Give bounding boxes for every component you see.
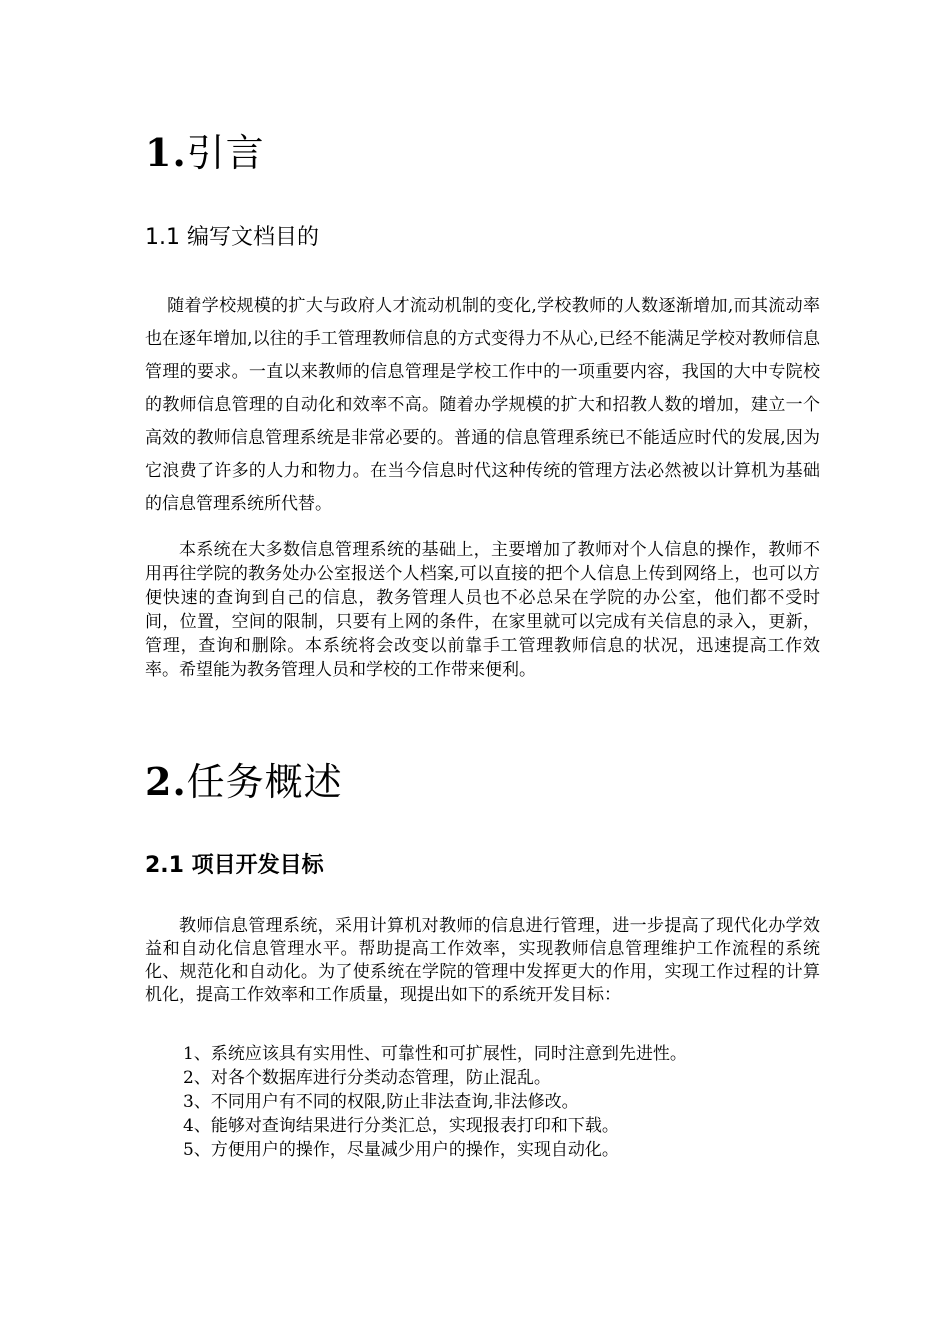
list-item: 2、对各个数据库进行分类动态管理，防止混乱。 <box>183 1068 551 1088</box>
subsection-2-1-heading: 2.1 项目开发目标 <box>145 853 324 878</box>
section-2-title: 任务概述 <box>186 760 343 804</box>
section-2-paragraph-1: 教师信息管理系统，采用计算机对教师的信息进行管理，进一步提高了现代化办学效益和自动化信息管理水平。帮助提高工作效率，实现教师信息管理维护工作流程的系统化、规范化和自动化。为了使系统在学院的管理中发挥更大的作用，实现工作过程的计算机化，提高工作效率和工作质量，现提出如下的系统开发目标： <box>145 916 820 1005</box>
section-1-number: 1. <box>145 130 187 175</box>
list-item: 3、不同用户有不同的权限,防止非法查询,非法修改。 <box>183 1092 579 1112</box>
subsection-1-1-heading: 1.1 编写文档目的 <box>145 225 319 250</box>
section-2-number: 2. <box>145 759 187 804</box>
section-1-title: 引言 <box>186 131 265 175</box>
section-2-heading <box>145 759 343 804</box>
section-1-paragraph-1: 随着学校规模的扩大与政府人才流动机制的变化,学校教师的人数逐渐增加,而其流动率也在逐年增加,以往的手工管理教师信息的方式变得力不从心,已经不能满足学校对教师信息管理的要求。一直以来教师的信息管理是学校工作中的一项重要内容，我国的大中专院校的教师信息管理的自动化和效率不高。随着办学规模的扩大和招教人数的增加，建立一个高效的教师信息管理系统是非常必要的。普通的信息管理系统已不能适应时代的发展,因为它浪费了许多的人力和物力。在当今信息时代这种传统的管理方法必然被以计算机为基础的信息管理系统所代替。 <box>145 296 820 514</box>
list-item: 4、能够对查询结果进行分类汇总，实现报表打印和下载。 <box>183 1116 619 1136</box>
development-goals-list <box>145 1042 820 1162</box>
list-item: 5、方便用户的操作，尽量减少用户的操作，实现自动化。 <box>183 1140 619 1160</box>
section-1-paragraph-2: 本系统在大多数信息管理系统的基础上，主要增加了教师对个人信息的操作，教师不用再往学院的教务处办公室报送个人档案,可以直接的把个人信息上传到网络上，也可以方便快速的查询到自己的信息，教务管理人员也不必总呆在学院的办公室，他们都不受时间，位置，空间的限制，只要有上网的条件，在家里就可以完成有关信息的录入，更新，管理，查询和删除。本系统将会改变以前靠手工管理教师信息的状况，迅速提高工作效率。希望能为教务管理人员和学校的工作带来便利。 <box>145 540 820 680</box>
list-item: 1、系统应该具有实用性、可靠性和可扩展性，同时注意到先进性。 <box>183 1044 687 1064</box>
section-1-heading <box>145 130 265 175</box>
